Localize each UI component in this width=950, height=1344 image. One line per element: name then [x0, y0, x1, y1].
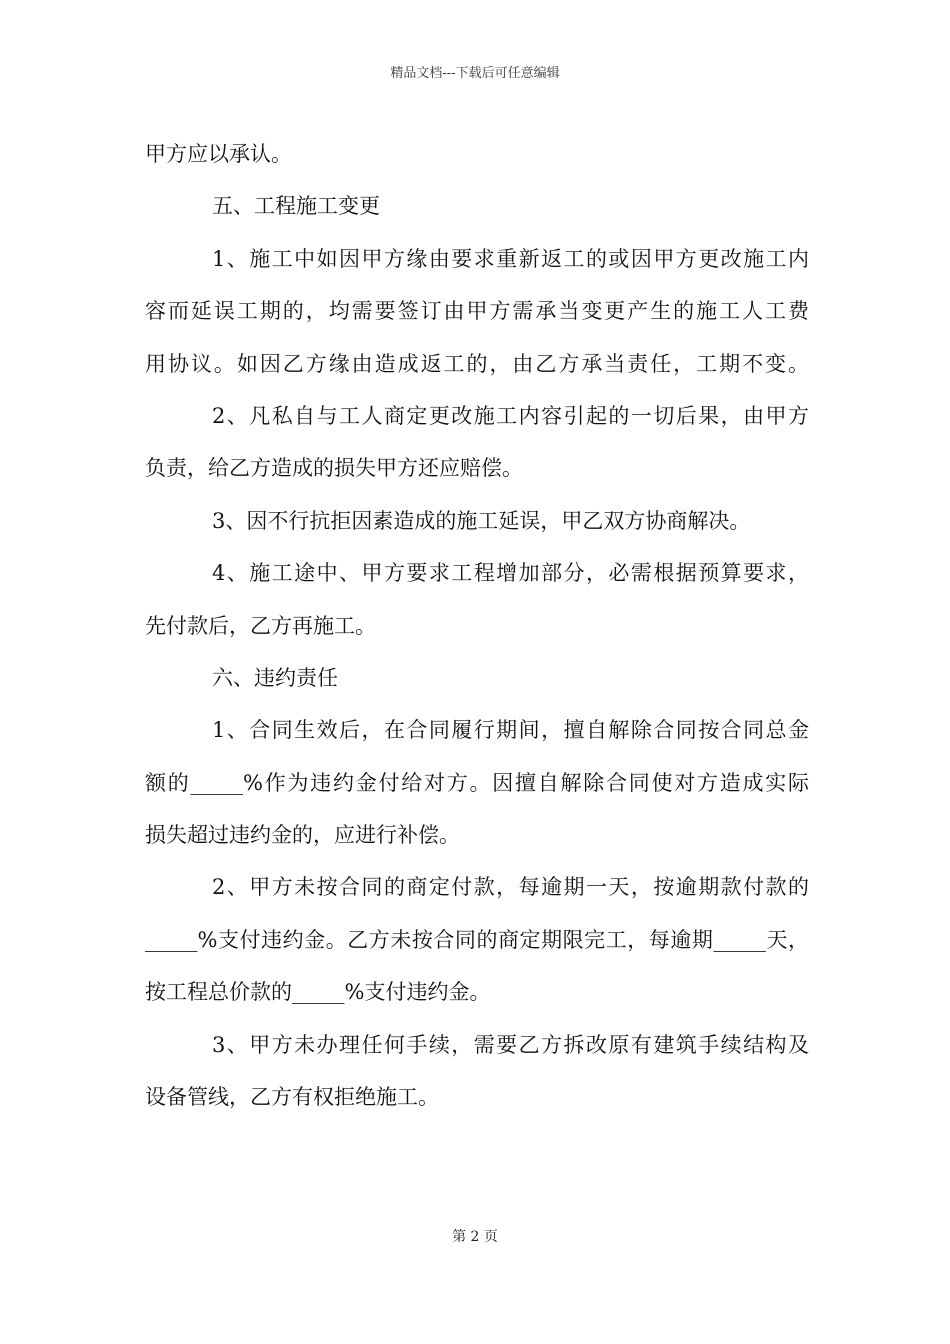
- text-line: 3、因不行抗拒因素造成的施工延误，甲乙双方协商解决。: [212, 508, 751, 533]
- text-line: 先付款后，乙方再施工。: [145, 613, 376, 638]
- text-line: 1、施工中如因甲方缘由要求重新返工的或因甲方更改施工内: [212, 246, 809, 271]
- text-line: 设备管线，乙方有权拒绝施工。: [145, 1085, 439, 1110]
- text-line: 用协议。如因乙方缘由造成返工的，由乙方承当责任，工期不变。: [145, 351, 809, 376]
- section-heading: 五、工程施工变更: [212, 194, 380, 219]
- text-line: 4、施工途中、甲方要求工程增加部分，必需根据预算要求，: [212, 561, 809, 586]
- page-header: 精品文档---下载后可任意编辑: [390, 66, 560, 81]
- text-line: 按工程总价款的_____%支付违约金。: [145, 980, 491, 1005]
- text-line: 2、甲方未按合同的商定付款，每逾期一天，按逾期款付款的: [212, 875, 809, 900]
- text-line: 额的_____%作为违约金付给对方。因擅自解除合同使对方造成实际: [145, 770, 809, 795]
- text-line: 3、甲方未办理任何手续，需要乙方拆改原有建筑手续结构及: [212, 1032, 809, 1057]
- page-number: 第 2 页: [452, 1229, 498, 1245]
- text-line: 1、合同生效后，在合同履行期间，擅自解除合同按合同总金: [212, 718, 809, 743]
- text-line: 2、凡私自与工人商定更改施工内容引起的一切后果，由甲方: [212, 403, 809, 428]
- text-line: _____%支付违约金。乙方未按合同的商定期限完工，每逾期_____天，: [145, 927, 809, 952]
- text-line: 容而延误工期的，均需要签订由甲方需承当变更产生的施工人工费: [145, 299, 809, 324]
- document-body: [145, 128, 809, 1123]
- text-line: 损失超过违约金的，应进行补偿。: [145, 823, 460, 848]
- text-line: 甲方应以承认。: [145, 142, 292, 166]
- section-heading: 六、违约责任: [212, 665, 338, 690]
- text-line: 负责，给乙方造成的损失甲方还应赔偿。: [145, 456, 523, 481]
